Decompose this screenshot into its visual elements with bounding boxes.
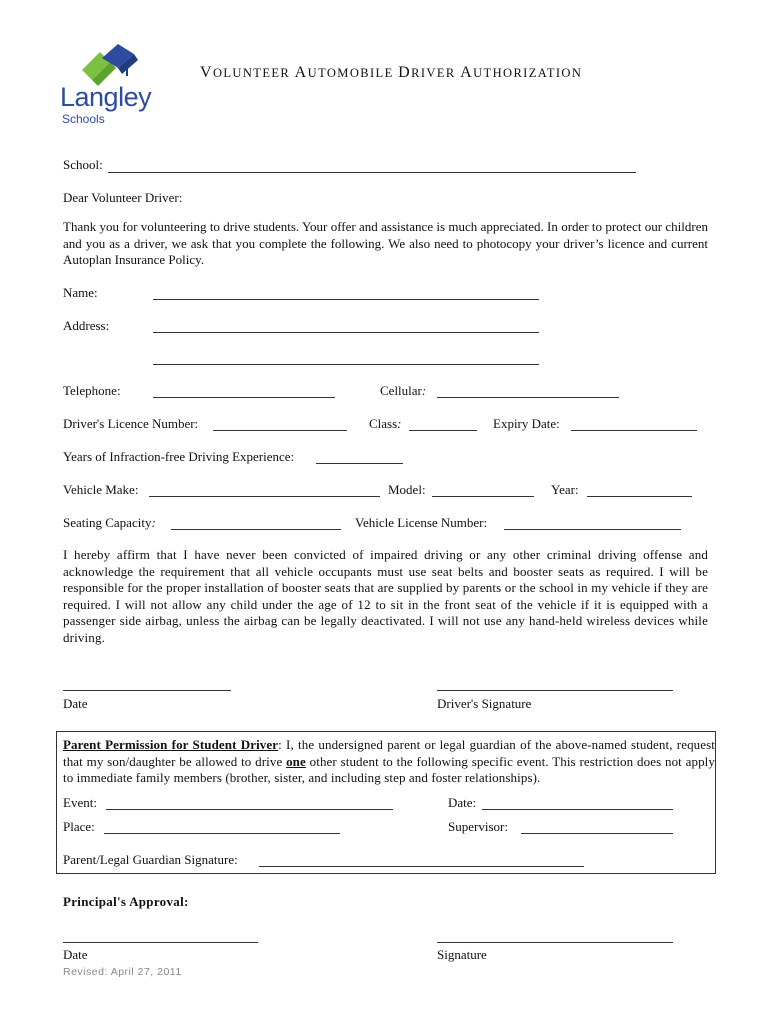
address-field-line-1[interactable] (153, 332, 539, 333)
logo-subname: Schools (62, 112, 105, 126)
principal-approval-label: Principal's Approval: (63, 894, 189, 909)
guardian-signature-field[interactable] (259, 866, 584, 867)
class-field[interactable] (409, 430, 477, 431)
seating-label: Seating Capacity: (63, 515, 156, 530)
supervisor-field[interactable] (521, 833, 673, 834)
year-field[interactable] (587, 496, 692, 497)
event-field[interactable] (106, 809, 393, 810)
name-field[interactable] (153, 299, 539, 300)
driver-signature-label: Driver's Signature (437, 696, 532, 711)
model-field[interactable] (432, 496, 534, 497)
driver-date-label: Date (63, 696, 88, 711)
principal-signature-label: Signature (437, 947, 487, 962)
intro-paragraph: Thank you for volunteering to drive students. Your offer and assistance is much appreciated. In order to protect our children and you as a driver, we ask that you complete the following. We also need to photocopy your driver’s licence and current Autoplan Insurance Policy. (63, 219, 708, 267)
school-label: School: (63, 157, 103, 172)
parent-permission-heading: Parent Permission for Student Driver (63, 737, 279, 752)
supervisor-label: Supervisor: (448, 819, 508, 834)
plate-label: Vehicle License Number: (355, 515, 488, 530)
place-field[interactable] (104, 833, 340, 834)
model-label: Model: (388, 482, 426, 497)
revision-date: Revised: April 27, 2011 (63, 966, 182, 978)
telephone-label: Telephone: (63, 383, 121, 398)
driver-signature-field[interactable] (437, 690, 673, 691)
licence-field[interactable] (213, 430, 347, 431)
address-label: Address: (63, 318, 110, 333)
affirmation-paragraph: I hereby affirm that I have never been convicted of impaired driving or any other criminal driving offense and acknowledge the requirement that all vehicle occupants must use seat belts and booster seats as required. I will be responsible for the proper installation of booster seats that are supplied by parents or the school in my vehicle if they are required. I will not allow any child under the age of 12 to sit in the front seat of the vehicle if it is equipped with a passenger side airbag, unless the airbag can be legally deactivated. I will not use any hand-held wireless devices while driving. (63, 547, 708, 645)
principal-signature-field[interactable] (437, 942, 673, 943)
place-label: Place: (63, 819, 95, 834)
year-label: Year: (551, 482, 579, 497)
parent-permission-text: Parent Permission for Student Driver: I, the undersigned parent or legal guardian of the above-named student, request that my son/daughter be allowed to drive one other student to the following specific event. This restriction does not apply to immediate family members (brother, sister, and including step and foster relationships). (63, 737, 716, 785)
parent-permission-box (56, 731, 716, 874)
logo-name: Langley (60, 82, 152, 112)
cellular-field[interactable] (437, 397, 619, 398)
telephone-field[interactable] (153, 397, 335, 398)
document-title: VOLUNTEER AUTOMOBILE DRIVER AUTHORIZATION (200, 64, 583, 81)
expiry-field[interactable] (571, 430, 697, 431)
vehicle-make-field[interactable] (149, 496, 380, 497)
school-field[interactable] (108, 172, 636, 173)
class-label: Class: (369, 416, 402, 431)
principal-date-field[interactable] (63, 942, 258, 943)
name-label: Name: (63, 285, 98, 300)
licence-label: Driver's Licence Number: (63, 416, 199, 431)
expiry-label: Expiry Date: (493, 416, 560, 431)
plate-field[interactable] (504, 529, 681, 530)
school-logo (56, 40, 161, 130)
seating-field[interactable] (171, 529, 341, 530)
principal-date-label: Date (63, 947, 88, 962)
driver-date-field[interactable] (63, 690, 231, 691)
experience-label: Years of Infraction-free Driving Experience: (63, 449, 295, 464)
event-label: Event: (63, 795, 97, 810)
experience-field[interactable] (316, 463, 403, 464)
greeting: Dear Volunteer Driver: (63, 190, 183, 205)
parent-date-field[interactable] (482, 809, 673, 810)
guardian-signature-label: Parent/Legal Guardian Signature: (63, 852, 238, 867)
parent-date-label: Date: (448, 795, 477, 810)
vehicle-make-label: Vehicle Make: (63, 482, 139, 497)
address-field-line-2[interactable] (153, 364, 539, 365)
cellular-label: Cellular: (380, 383, 427, 398)
